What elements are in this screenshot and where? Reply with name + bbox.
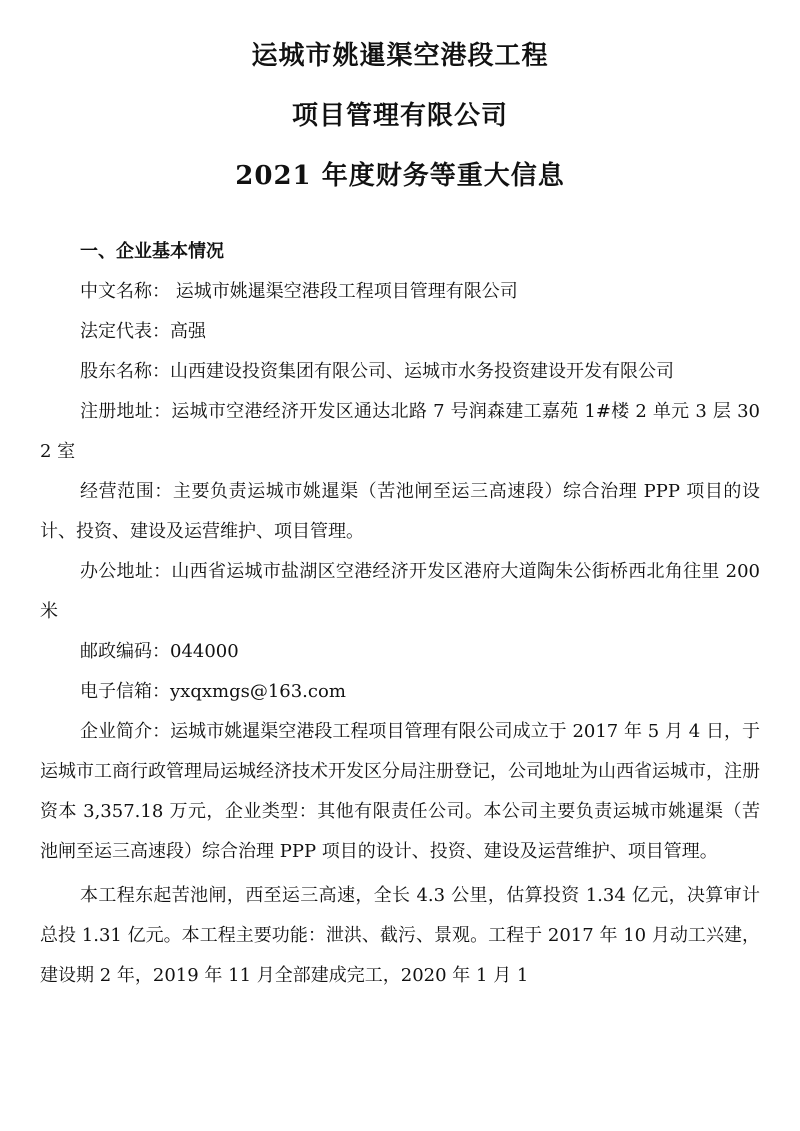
field-value: 运城市姚暹渠空港段工程项目管理有限公司成立于 2017 年 5 月 4 日，于运城市工商行政管理局运城经济技术开发区分局注册登记，公司地址为山西省运城市，注册资本 3,357.18 万元，企业类型：其他有限责任公司。本公司主要负责运城市姚暹渠（苦池闸至运三高速段）综合治理 PPP 项目的设计、投资、建设及运营维护、项目管理。 bbox=[40, 721, 761, 862]
field-label: 经营范围： bbox=[80, 481, 173, 502]
field-email bbox=[40, 672, 760, 712]
field-label: 注册地址： bbox=[80, 401, 172, 422]
field-label: 办公地址： bbox=[80, 561, 172, 582]
field-legal-representative bbox=[40, 312, 760, 352]
field-value: 山西建设投资集团有限公司、运城市水务投资建设开发有限公司 bbox=[170, 361, 674, 382]
field-value: 山西省运城市盐湖区空港经济开发区港府大道陶朱公街桥西北角往里 200 米 bbox=[40, 561, 761, 622]
section-heading-basic-info: 一、企业基本情况 bbox=[80, 241, 224, 262]
field-value: 主要负责运城市姚暹渠（苦池闸至运三高速段）综合治理 PPP 项目的设计、投资、建设及运营维护、项目管理。 bbox=[40, 481, 760, 542]
document-title-line-3: 2021 年度财务等重大信息 bbox=[235, 161, 565, 191]
field-label: 法定代表： bbox=[80, 321, 170, 342]
field-registered-address bbox=[40, 392, 760, 472]
document-title-line-1: 运城市姚暹渠空港段工程 bbox=[251, 41, 549, 71]
field-value: 运城市空港经济开发区通达北路 7 号润森建工嘉苑 1#楼 2 单元 3 层 302 室 bbox=[40, 401, 760, 462]
field-company-profile bbox=[40, 712, 760, 872]
field-office-address bbox=[40, 552, 760, 632]
field-business-scope bbox=[40, 472, 760, 552]
field-value: 运城市姚暹渠空港段工程项目管理有限公司 bbox=[170, 281, 518, 302]
field-label: 中文名称： bbox=[80, 281, 170, 302]
field-value: 044000 bbox=[170, 641, 239, 662]
field-label: 邮政编码： bbox=[80, 641, 170, 662]
field-label: 电子信箱： bbox=[80, 681, 170, 702]
field-postal-code bbox=[40, 632, 760, 672]
field-label: 企业简介： bbox=[80, 721, 171, 742]
field-label: 股东名称： bbox=[80, 361, 170, 382]
field-value: yxqxmgs@163.com bbox=[170, 681, 346, 702]
field-shareholders bbox=[40, 352, 760, 392]
field-value: 高强 bbox=[170, 321, 206, 342]
field-chinese-name bbox=[40, 272, 760, 312]
project-paragraph: 本工程东起苦池闸，西至运三高速，全长 4.3 公里，估算投资 1.34 亿元，决算审计总投 1.31 亿元。本工程主要功能：泄洪、截污、景观。工程于 2017 年 10 月动工兴建，建设期 2 年，2019 年 11 月全部建成完工，2020 年 1 月 1 bbox=[40, 885, 760, 986]
document-title-line-2: 项目管理有限公司 bbox=[291, 101, 508, 131]
